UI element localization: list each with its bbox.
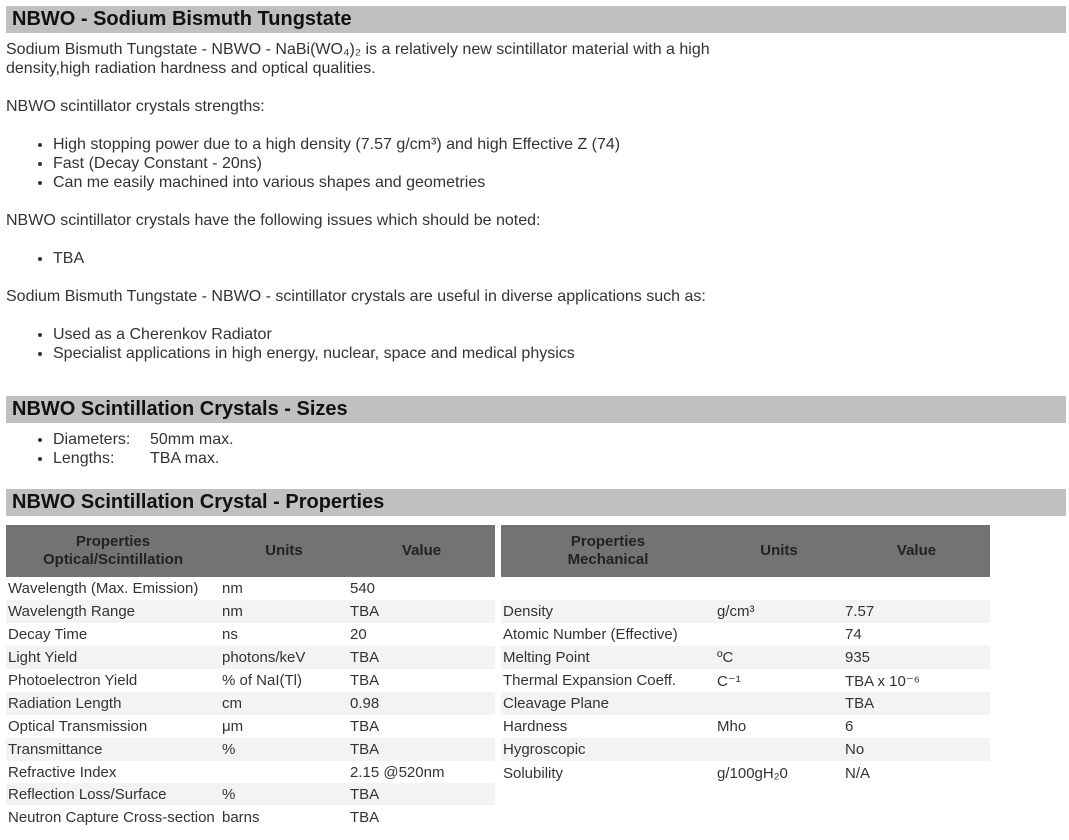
issues-heading: NBWO scintillator crystals have the following issues which should be noted: — [6, 212, 541, 229]
table-row — [501, 669, 990, 692]
unit-cell: g/100gH₂0 — [717, 764, 788, 782]
size-label: Diameters: — [53, 431, 131, 448]
list-item: • TBA — [53, 249, 84, 268]
property-cell: Density — [501, 600, 715, 623]
table-row — [6, 646, 495, 669]
applications-heading: Sodium Bismuth Tungstate - NBWO - scintillator crystals are useful in diverse applications such as: — [6, 288, 706, 305]
unit-cell: g/cm³ — [715, 600, 843, 623]
list-item: • Used as a Cherenkov Radiator — [53, 325, 575, 344]
list-item: • Specialist applications in high energy, nuclear, space and medical physics — [53, 344, 575, 363]
list-item: • High stopping power due to a high density (7.57 g/cm³) and high Effective Z (74) — [53, 135, 620, 154]
table-row — [6, 623, 495, 646]
property-cell: Thermal Expansion Coeff. — [503, 672, 677, 689]
unit-cell — [715, 577, 843, 600]
value-cell: TBA — [348, 783, 495, 805]
value-cell: TBA — [348, 738, 495, 761]
property-cell: Wavelength (Max. Emission) — [8, 580, 199, 597]
table-row — [6, 715, 495, 738]
value-cell: TBA x 10⁻⁶ — [845, 672, 920, 690]
unit-cell: % — [220, 738, 348, 761]
unit-cell: nm — [222, 580, 243, 597]
value-cell: TBA — [843, 692, 990, 715]
table-row — [501, 646, 990, 669]
unit-cell: μm — [222, 718, 244, 735]
issues-list — [36, 249, 84, 268]
property-cell: Optical Transmission — [8, 718, 148, 735]
unit-cell: ºC — [715, 646, 843, 669]
value-cell: TBA — [350, 718, 380, 735]
property-cell: Hardness — [503, 718, 568, 735]
applications-list — [36, 325, 575, 363]
property-cell: Reflection Loss/Surface — [6, 783, 220, 805]
strengths-heading: NBWO scintillator crystals strengths: — [6, 98, 265, 115]
column-header-value: Value — [843, 525, 990, 577]
value-cell: 20 — [350, 626, 367, 643]
unit-cell — [715, 692, 843, 715]
list-item: • Fast (Decay Constant - 20ns) — [53, 154, 620, 173]
table-row — [6, 600, 495, 623]
sizes-heading: NBWO Scintillation Crystals - Sizes — [6, 396, 1066, 423]
unit-cell: Mho — [717, 718, 747, 735]
table-row — [6, 738, 495, 761]
list-item — [53, 449, 234, 468]
value-cell: 0.98 — [348, 692, 495, 715]
value-cell: 6 — [845, 718, 854, 735]
mechanical-properties-table — [501, 525, 990, 785]
unit-cell: nm — [220, 600, 348, 623]
list-item — [53, 430, 234, 449]
value-cell: N/A — [845, 764, 871, 782]
properties-heading: NBWO Scintillation Crystal - Properties — [6, 489, 1066, 516]
table-row — [6, 761, 495, 783]
value-cell: 7.57 — [843, 600, 990, 623]
unit-cell: barns — [222, 808, 260, 826]
unit-cell: % of NaI(Tl) — [222, 672, 303, 689]
property-cell: Solubility — [503, 764, 564, 782]
property-cell — [501, 577, 715, 600]
page-title: NBWO - Sodium Bismuth Tungstate — [6, 6, 1066, 33]
size-value: 50mm max. — [150, 431, 234, 448]
unit-cell: ns — [222, 626, 238, 643]
column-header-property: Properties Optical/Scintillation — [6, 525, 220, 577]
table-row — [6, 692, 495, 715]
unit-cell — [715, 738, 843, 761]
table-row — [6, 783, 495, 805]
column-header-units: Units — [715, 525, 843, 577]
sizes-list — [36, 430, 234, 468]
value-cell: TBA — [348, 600, 495, 623]
value-cell: 74 — [845, 626, 862, 643]
property-cell: Melting Point — [501, 646, 715, 669]
intro-paragraph: Sodium Bismuth Tungstate - NBWO - NaBi(WO₄)₂ is a relatively new scintillator material with a high density,high radiation hardness and optical qualities. — [6, 41, 710, 77]
table-row — [501, 761, 990, 785]
table-row — [501, 577, 990, 600]
value-cell — [843, 577, 990, 600]
property-cell: Light Yield — [6, 646, 220, 669]
property-cell: Radiation Length — [6, 692, 220, 715]
property-cell: Wavelength Range — [6, 600, 220, 623]
value-cell: TBA — [348, 646, 495, 669]
table-row — [501, 692, 990, 715]
size-label: Lengths: — [53, 450, 115, 467]
property-cell: Neutron Capture Cross-section — [8, 808, 215, 826]
table-row — [501, 715, 990, 738]
property-cell: Atomic Number (Effective) — [503, 626, 678, 643]
column-header-units: Units — [220, 525, 348, 577]
table-row — [501, 623, 990, 646]
table-row — [6, 805, 495, 829]
optical-properties-table — [6, 525, 495, 829]
table-row — [6, 669, 495, 692]
value-cell: 935 — [843, 646, 990, 669]
unit-cell: cm — [220, 692, 348, 715]
value-cell: 540 — [350, 580, 376, 597]
value-cell: No — [843, 738, 990, 761]
unit-cell — [715, 623, 843, 646]
unit-cell: photons/keV — [220, 646, 348, 669]
strengths-list — [36, 135, 620, 192]
property-cell: Photoelectron Yield — [8, 672, 138, 689]
list-item: • Can me easily machined into various shapes and geometries — [53, 173, 620, 192]
property-cell: Decay Time — [8, 626, 88, 643]
value-cell: TBA — [350, 672, 380, 689]
property-cell: Hygroscopic — [501, 738, 715, 761]
column-header-property: Properties Mechanical — [501, 525, 715, 577]
value-cell: 2.15 @520nm — [350, 763, 445, 781]
property-cell: Cleavage Plane — [501, 692, 715, 715]
table-row — [501, 600, 990, 623]
unit-cell: C⁻¹ — [717, 672, 741, 690]
table-row — [6, 577, 495, 600]
property-cell: Transmittance — [6, 738, 220, 761]
table-row — [501, 738, 990, 761]
size-value: TBA max. — [150, 450, 220, 467]
property-cell: Refractive Index — [8, 763, 117, 781]
column-header-value: Value — [348, 525, 495, 577]
unit-cell: % — [220, 783, 348, 805]
value-cell: TBA — [350, 808, 380, 826]
unit-cell — [220, 761, 348, 783]
